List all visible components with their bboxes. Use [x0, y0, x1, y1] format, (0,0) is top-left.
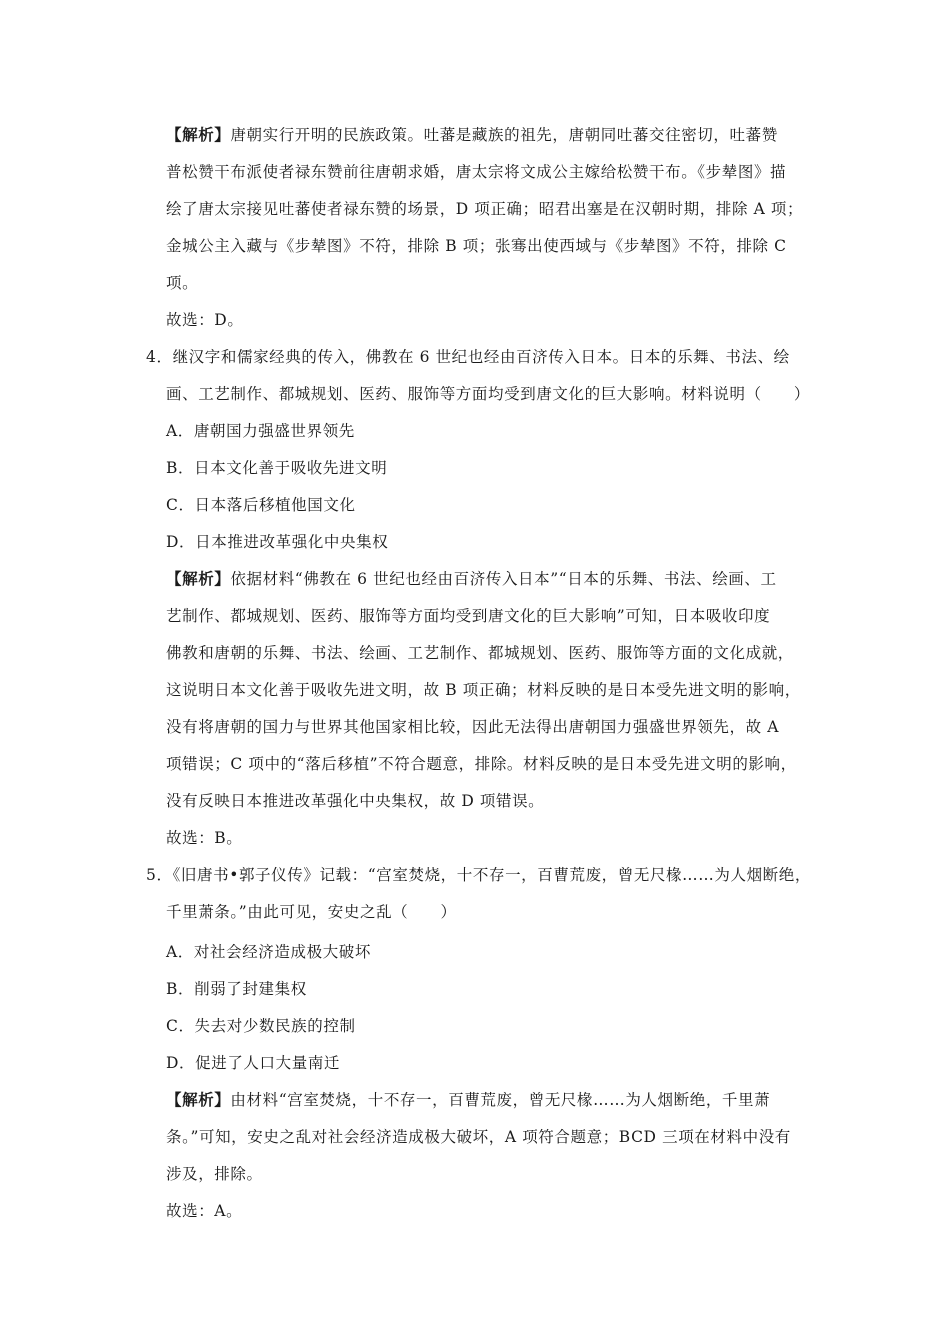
- question-stem: 4．继汉字和儒家经典的传入，佛教在 6 世纪也经由百济传入日本。日本的乐舞、书法、绘: [146, 348, 790, 366]
- analysis-line: 项错误；C 项中的“落后移植”不符合题意，排除。材料反映的是日本受先进文明的影响，: [166, 755, 797, 773]
- question-number: 5．: [146, 866, 173, 884]
- analysis-label: 【解析】: [166, 125, 231, 144]
- answer-line: 故选：B。: [166, 829, 243, 847]
- analysis-line: 金城公主入藏与《步辇图》不符，排除 B 项；张骞出使西域与《步辇图》不符，排除 C: [166, 237, 787, 255]
- answer-line: 故选：D。: [166, 311, 244, 329]
- analysis-line: 【解析】依据材料“佛教在 6 世纪也经由百济传入日本”“日本的乐舞、书法、绘画、工: [166, 569, 777, 588]
- answer-line: 故选：A。: [166, 1202, 243, 1220]
- question-stem: 5．《旧唐书•郭子仪传》记载：“宫室焚烧，十不存一，百曹荒废，曾无尺椽……为人烟断绝，: [146, 866, 811, 884]
- analysis-line: 佛教和唐朝的乐舞、书法、绘画、工艺制作、都城规划、医药、服饰等方面的文化成就，: [166, 644, 794, 662]
- analysis-line: 项。: [166, 274, 199, 292]
- analysis-label: 【解析】: [166, 569, 231, 588]
- option-a: A．对社会经济造成极大破坏: [166, 943, 371, 961]
- question-number: 4．: [146, 348, 173, 366]
- analysis-label: 【解析】: [166, 1090, 231, 1109]
- option-a: A．唐朝国力强盛世界领先: [166, 422, 355, 440]
- question-stem-line: 千里萧条。”由此可见，安史之乱（ ）: [166, 903, 457, 921]
- analysis-line: 没有将唐朝的国力与世界其他国家相比较，因此无法得出唐朝国力强盛世界领先，故 A: [166, 718, 780, 736]
- analysis-line: 绘了唐太宗接见吐蕃使者禄东赞的场景，D 项正确；昭君出塞是在汉朝时期，排除 A 项；: [166, 200, 804, 218]
- question-stem-line: 画、工艺制作、都城规划、医药、服饰等方面均受到唐文化的巨大影响。材料说明（ ）: [166, 385, 811, 403]
- option-c: C．失去对少数民族的控制: [166, 1017, 356, 1035]
- option-b: B．削弱了封建集权: [166, 980, 307, 998]
- analysis-line: 这说明日本文化善于吸收先进文明，故 B 项正确；材料反映的是日本受先进文明的影响，: [166, 681, 801, 699]
- option-d: D．促进了人口大量南迁: [166, 1054, 341, 1072]
- analysis-line: 涉及，排除。: [166, 1165, 263, 1183]
- analysis-line: 条。”可知，安史之乱对社会经济造成极大破坏，A 项符合题意；BCD 三项在材料中没有: [166, 1128, 791, 1146]
- analysis-line: 【解析】由材料“宫室焚烧，十不存一，百曹荒废，曾无尺椽……为人烟断绝，千里萧: [166, 1090, 771, 1109]
- option-b: B．日本文化善于吸收先进文明: [166, 459, 388, 477]
- analysis-line: 没有反映日本推进改革强化中央集权，故 D 项错误。: [166, 792, 545, 810]
- option-c: C．日本落后移植他国文化: [166, 496, 356, 514]
- analysis-line: 普松赞干布派使者禄东赞前往唐朝求婚，唐太宗将文成公主嫁给松赞干布。《步辇图》描: [166, 163, 787, 181]
- analysis-line: 【解析】唐朝实行开明的民族政策。吐蕃是藏族的祖先，唐朝同吐蕃交往密切，吐蕃赞: [166, 125, 778, 144]
- analysis-line: 艺制作、都城规划、医药、服饰等方面均受到唐文化的巨大影响”可知，日本吸收印度: [166, 607, 771, 625]
- option-d: D．日本推进改革强化中央集权: [166, 533, 389, 551]
